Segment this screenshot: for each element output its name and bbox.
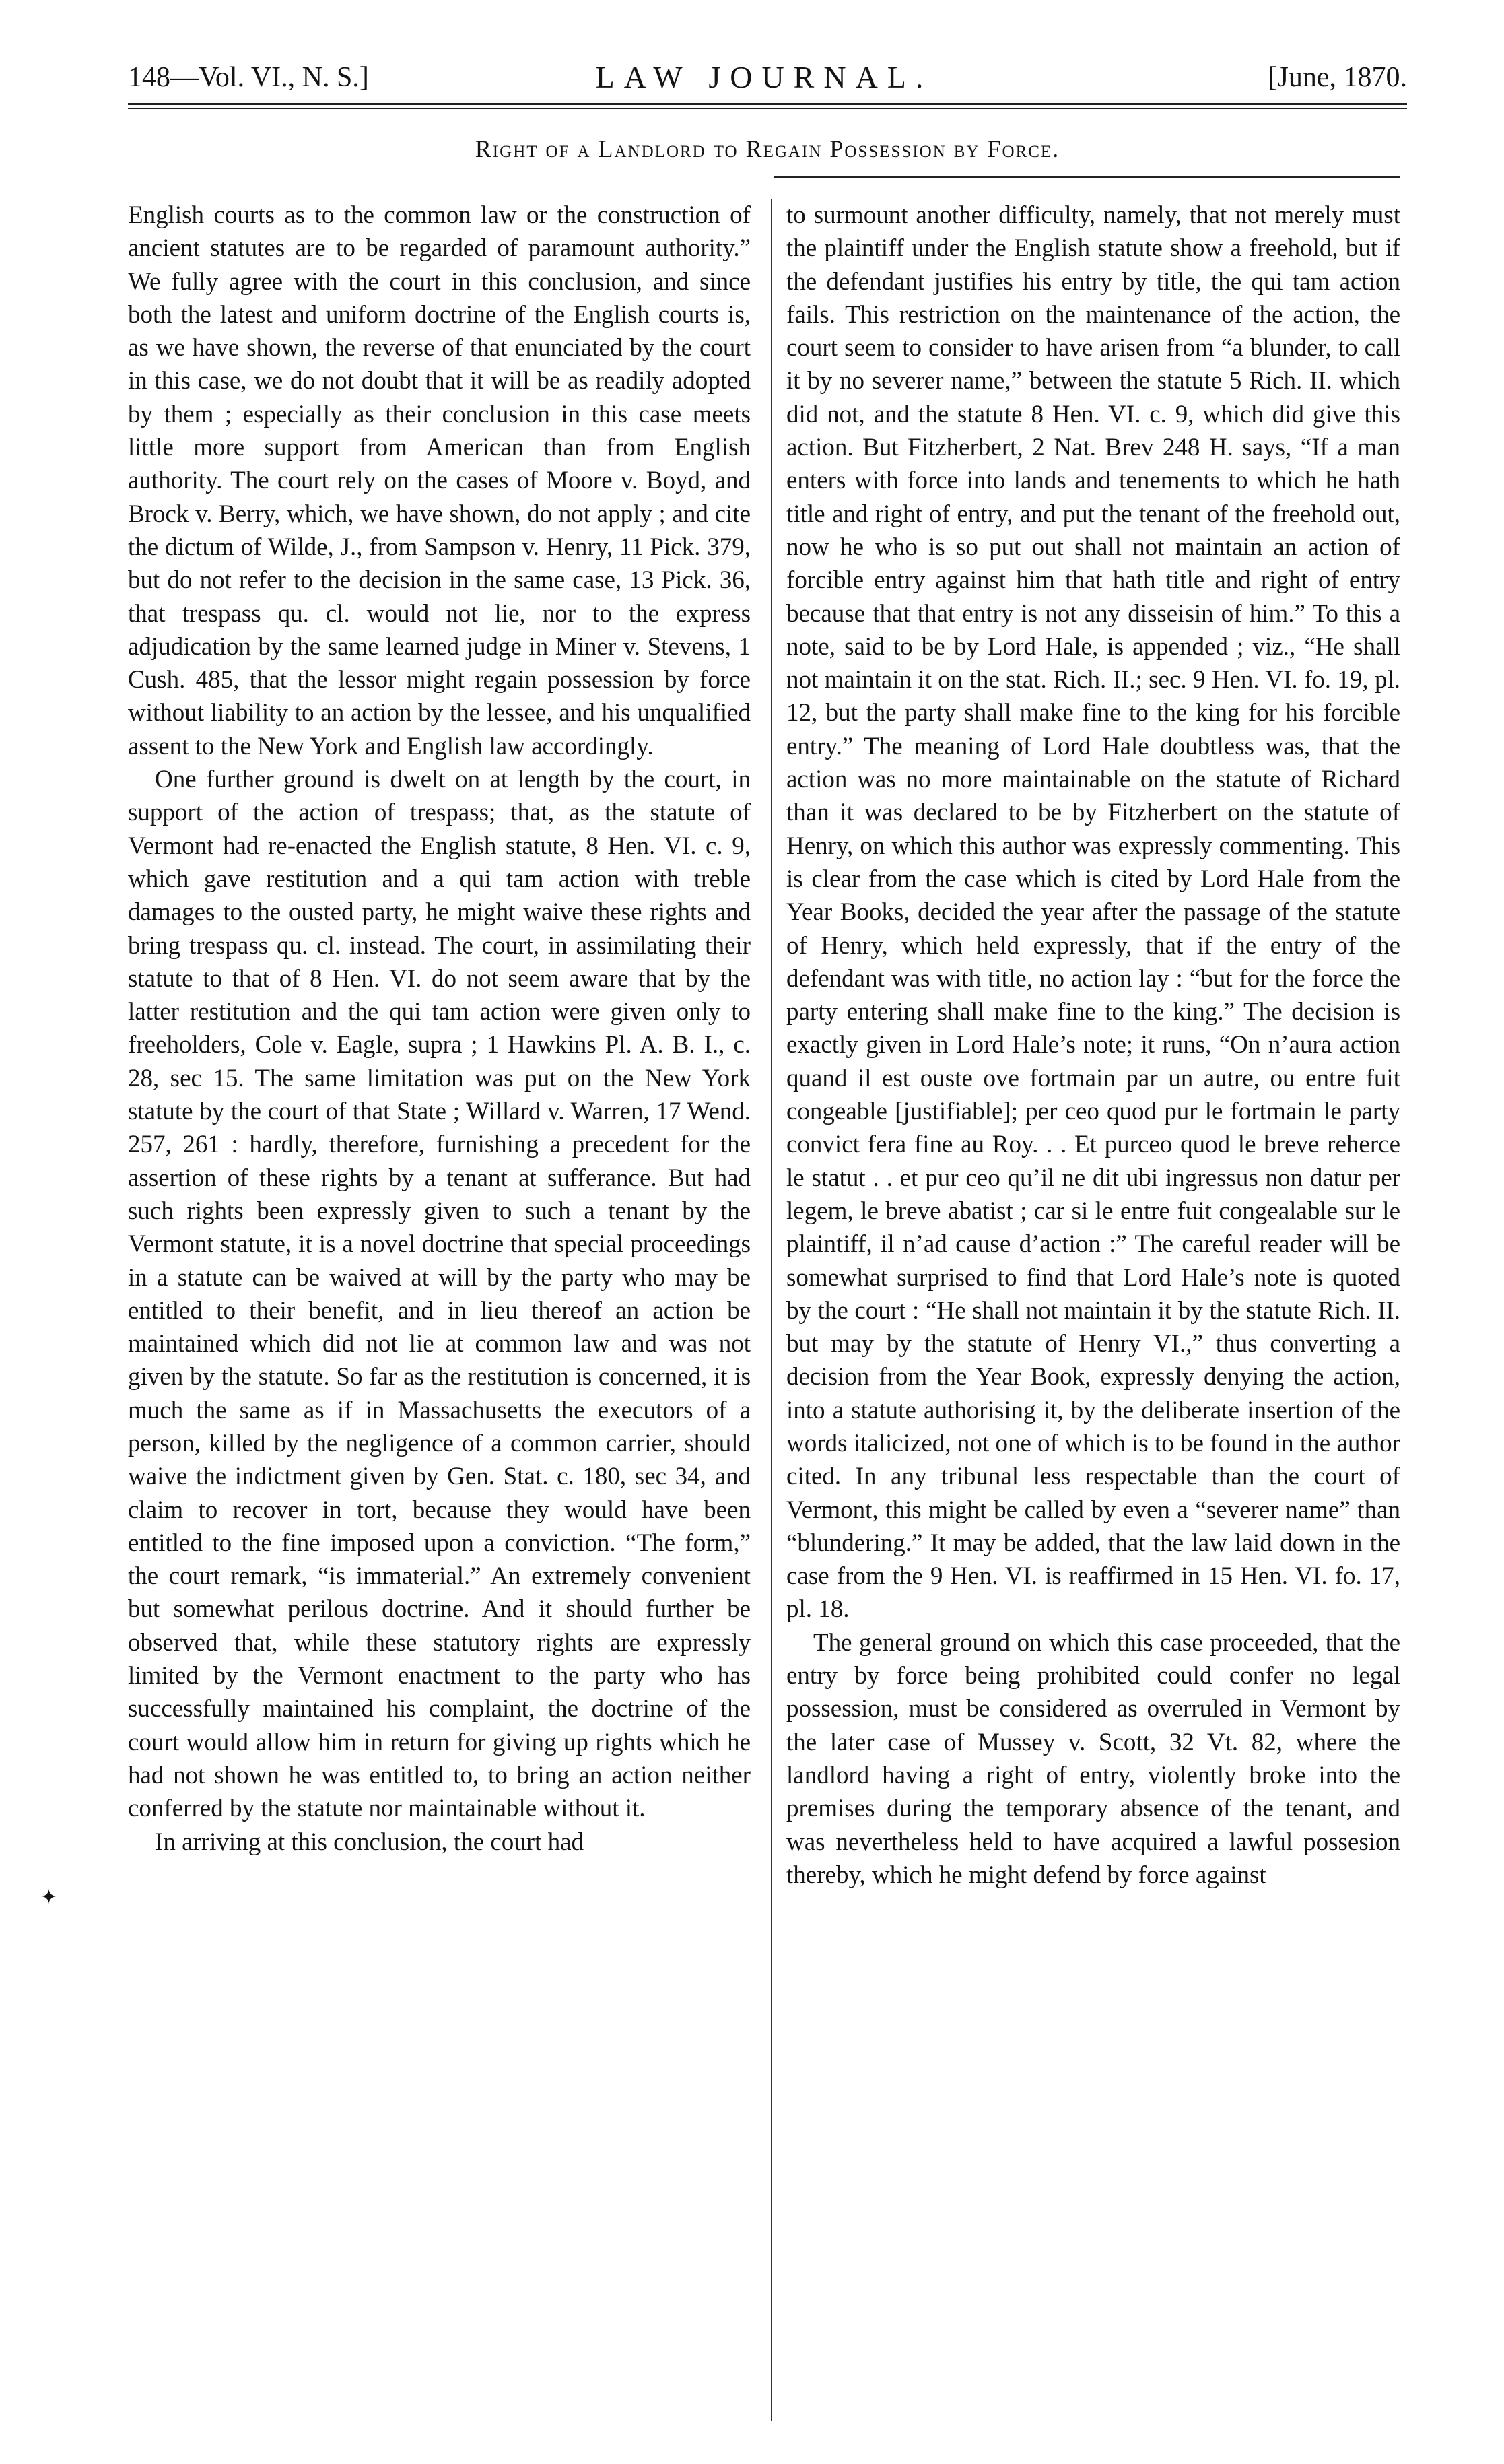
issue-date: [June, 1870. <box>1268 62 1407 93</box>
page-reference: 148—Vol. VI., N. S.] <box>128 62 369 93</box>
right-paragraph-2: The general ground on which this case proceeded, that the entry by force being prohibited could confer no legal possession, must be considered as overruled in Vermont by the later case of Mussey v. Scott, 32 Vt. 82, where the landlord having a right of entry, violently broke into the premises during the temporary absence of the tenant, and was nevertheless held to have acquired a lawful possesion thereby, which he might defend by force against <box>786 1628 1400 1889</box>
journal-name: LAW JOURNAL. <box>595 60 933 94</box>
header-rule <box>128 103 1407 105</box>
header-rule-double <box>128 108 1407 109</box>
title-rule <box>774 176 1400 178</box>
running-header <box>121 54 1407 101</box>
article-title: Right of a Landlord to Regain Possession by Force. <box>475 135 1060 162</box>
left-paragraph-2: One further ground is dwelt on at length by the court, in support of the action of trespass; that, as the statute of Vermont had re-enacted the English statute, 8 Hen. VI. c. 9, which gave restitution and a qui tam action with treble damages to the ousted party, he might waive these rights and bring trespass qu. cl. instead. The court, in assimilating their statute to that of 8 Hen. VI. do not seem aware that by the latter restitution and the qui tam action were given only to freeholders, Cole v. Eagle, supra ; 1 Hawkins Pl. A. B. I., c. 28, sec 15. The same limitation was put on the New York statute by the court of that State ; Willard v. Warren, 17 Wend. 257, 261 : hardly, therefore, furnishing a precedent for the assertion of these rights by a tenant at sufferance. But had such rights been expressly given to such a tenant by the Vermont statute, it is a novel doctrine that special proceedings in a statute can be waived at will by the party who may be entitled to their benefit, and in lieu thereof an action be maintained which did not lie at common law and was not given by the statute. So far as the restitution is concerned, it is much the same as if in Massachusetts the executors of a person, killed by the negligence of a common carrier, should waive the indictment given by Gen. Stat. c. 180, sec 34, and claim to recover in tort, because they would have been entitled to the fine imposed upon a conviction. “The form,” the court remark, “is immaterial.” An extremely convenient but somewhat perilous doctrine. And it should further be observed that, while these statutory rights are expressly limited by the Vermont enactment to the party who has successfully maintained his complaint, the doctrine of the court would allow him in return for giving up rights which he had not shown he was entitled to, to bring an action neither conferred by the statute nor maintainable without it. <box>128 766 751 1823</box>
right-column <box>786 199 1400 2428</box>
left-column <box>128 199 751 2428</box>
right-paragraph-1: to surmount another difficulty, namely, that not merely must the plaintiff under the English statute show a freehold, but if the defendant justifies his entry by title, the qui tam action fails. This restriction on the maintenance of the action, the court seem to consider to have arisen from “a blunder, to call it by no severer name,” between the statute 5 Rich. II. which did not, and the statute 8 Hen. VI. c. 9, which did give this action. But Fitzherbert, 2 Nat. Brev 248 H. says, “If a man enters with force into lands and tenements to which he hath title and right of entry, and put the tenant of the freehold out, now he who is so put out shall not maintain an action of forcible entry against him that hath title and right of entry because that that entry is not any disseisin of him.” To this a note, said to be by Lord Hale, is appended ; viz., “He shall not maintain it on the stat. Rich. II.; sec. 9 Hen. VI. fo. 19, pl. 12, but the party shall make fine to the king for his forcible entry.” The meaning of Lord Hale doubtless was, that the action was no more maintainable on the statute of Richard than it was declared to be by Fitzherbert on the statute of Henry, on which this author was expressly commenting. This is clear from the case which is cited by Lord Hale from the Year Books, decided the year after the passage of the statute of Henry, which held expressly, that if the entry of the defendant was with title, no action lay : “but for the force the party entering shall make fine to the king.” The decision is exactly given in Lord Hale’s note; it runs, “On n’aura action quand il est ouste ove fortmain par un autre, ou entre fuit congeable [justifiable]; per ceo quod pur le fortmain le party convict fera fine au Roy. . . Et purceo quod le breve reherce le statut . . et pur ceo qu’il ne dit ubi ingressus non datur per legem, le breve abatist ; car si le entre fuit congealable sur le plaintiff, il n’ad cause d’action :” The careful reader will be somewhat surprised to find that Lord Hale’s note is quoted by the court : “He shall not maintain it by the statute Rich. II. but may by the statute of Henry VI.,” thus converting a decision from the Year Book, expressly denying the action, into a statute authorising it, by the deliberate insertion of the words italicized, not one of which is to be found in the author cited. In any tribunal less respectable than the court of Vermont, this might be called by even a “severer name” than “blundering.” It may be added, that the law laid down in the case from the 9 Hen. VI. is reaffirmed in 15 Hen. VI. fo. 17, pl. 18. <box>786 201 1400 1624</box>
column-divider <box>771 199 772 2421</box>
left-paragraph-1: English courts as to the common law or the construction of ancient statutes are to be regarded of paramount authority.” We fully agree with the court in this conclusion, and since both the latest and uniform doctrine of the English courts is, as we have shown, the reverse of that enunciated by the court in this case, we do not doubt that it will be as readily adopted by them ; especially as their conclusion in this case meets little more support from American than from English authority. The court rely on the cases of Moore v. Boyd, and Brock v. Berry, which, we have shown, do not apply ; and cite the dictum of Wilde, J., from Sampson v. Henry, 11 Pick. 379, but do not refer to the decision in the same case, 13 Pick. 36, that trespass qu. cl. would not lie, nor to the express adjudication by the same learned judge in Miner v. Stevens, 1 Cush. 485, that the lessor might regain possession by force without liability to an action by the lessee, and his unqualified assent to the New York and English law accordingly. <box>128 201 751 760</box>
left-paragraph-3: In arriving at this conclusion, the court had <box>155 1828 584 1856</box>
margin-mark: ✦ <box>40 1886 58 1908</box>
